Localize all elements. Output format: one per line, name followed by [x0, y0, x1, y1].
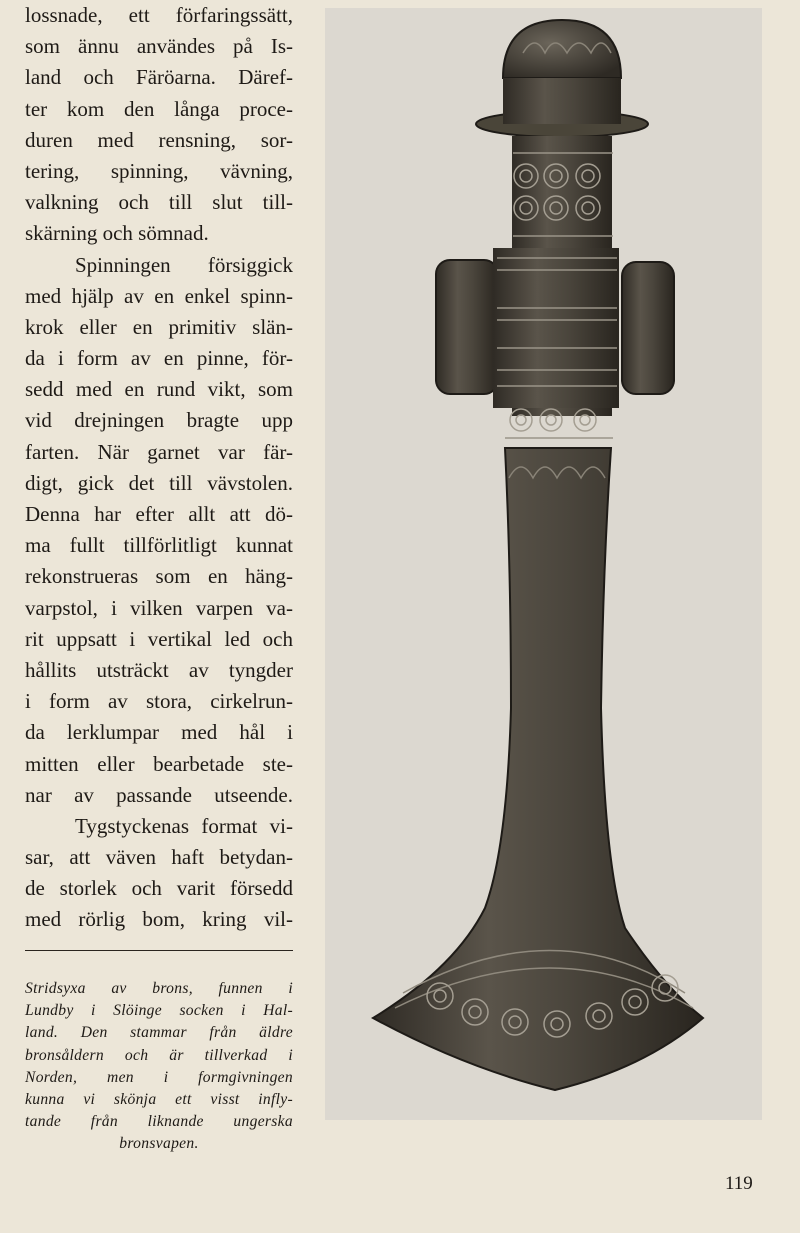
- body-line: tering, spinning, vävning,: [25, 158, 293, 183]
- body-line: nar av passande utseende.: [25, 782, 293, 807]
- body-line: Spinningen försiggick: [75, 252, 293, 277]
- body-line: lossnade, ett förfaringssätt,: [25, 3, 293, 27]
- body-line: i form av stora, cirkelrun-: [25, 689, 293, 714]
- body-line: sar, att väven haft betydan-: [25, 845, 293, 870]
- caption-line: land. Den stammar från äldre: [25, 1024, 293, 1042]
- body-line: rekonstrueras som en häng-: [25, 564, 293, 589]
- body-line: farten. När garnet var fär-: [25, 439, 293, 464]
- body-line: varpstol, i vilken varpen va-: [25, 595, 293, 620]
- body-line: Denna har efter allt att dö-: [25, 502, 293, 526]
- caption-line: bronsåldern och är tillverkad i: [25, 1046, 293, 1064]
- body-line: ma fullt tillförlitligt kunnat: [25, 533, 293, 558]
- body-line: land och Färöarna. Däref-: [25, 65, 293, 90]
- caption-line: Stridsyxa av brons, funnen i: [25, 980, 293, 997]
- body-text: [25, 0, 293, 936]
- body-line: mitten eller bearbetade ste-: [25, 751, 293, 776]
- caption-line: Lundby i Slöinge socken i Hal-: [25, 1002, 293, 1020]
- body-line: som ännu användes på Is-: [25, 34, 293, 59]
- caption-divider: [25, 950, 293, 951]
- body-line: digt, gick det till vävstolen.: [25, 470, 293, 495]
- body-line: vid drejningen bragte upp: [25, 408, 293, 433]
- axe-photo: [325, 8, 762, 1120]
- caption-line: tande från liknande ungerska: [25, 1113, 293, 1131]
- body-line: med rörlig bom, kring vil-: [25, 907, 293, 932]
- body-line: duren med rensning, sor-: [25, 127, 293, 152]
- caption-line: kunna vi skönja ett visst infly-: [25, 1090, 293, 1108]
- caption-line: Norden, men i formgivningen: [25, 1068, 293, 1086]
- body-line: ter kom den långa proce-: [25, 96, 293, 121]
- page-number: 119: [725, 1173, 753, 1194]
- body-line: Tygstyckenas format vi-: [75, 813, 293, 838]
- bronze-axe-image: [325, 8, 762, 1120]
- body-line: krok eller en primitiv slän-: [25, 314, 293, 339]
- body-line: da lerklumpar med hål i: [25, 720, 293, 745]
- body-line: rit uppsatt i vertikal led och: [25, 626, 293, 651]
- body-line: skärning och sömnad.: [25, 221, 209, 246]
- photo-caption: [25, 978, 293, 1156]
- body-line: med hjälp av en enkel spinn-: [25, 283, 293, 308]
- body-line: sedd med en rund vikt, som: [25, 377, 293, 402]
- body-line: hållits utsträckt av tyngder: [25, 657, 293, 682]
- body-line: valkning och till slut till-: [25, 190, 293, 215]
- caption-line: bronsvapen.: [119, 1135, 199, 1153]
- body-line: da i form av en pinne, för-: [25, 346, 293, 371]
- body-line: de storlek och varit försedd: [25, 876, 293, 901]
